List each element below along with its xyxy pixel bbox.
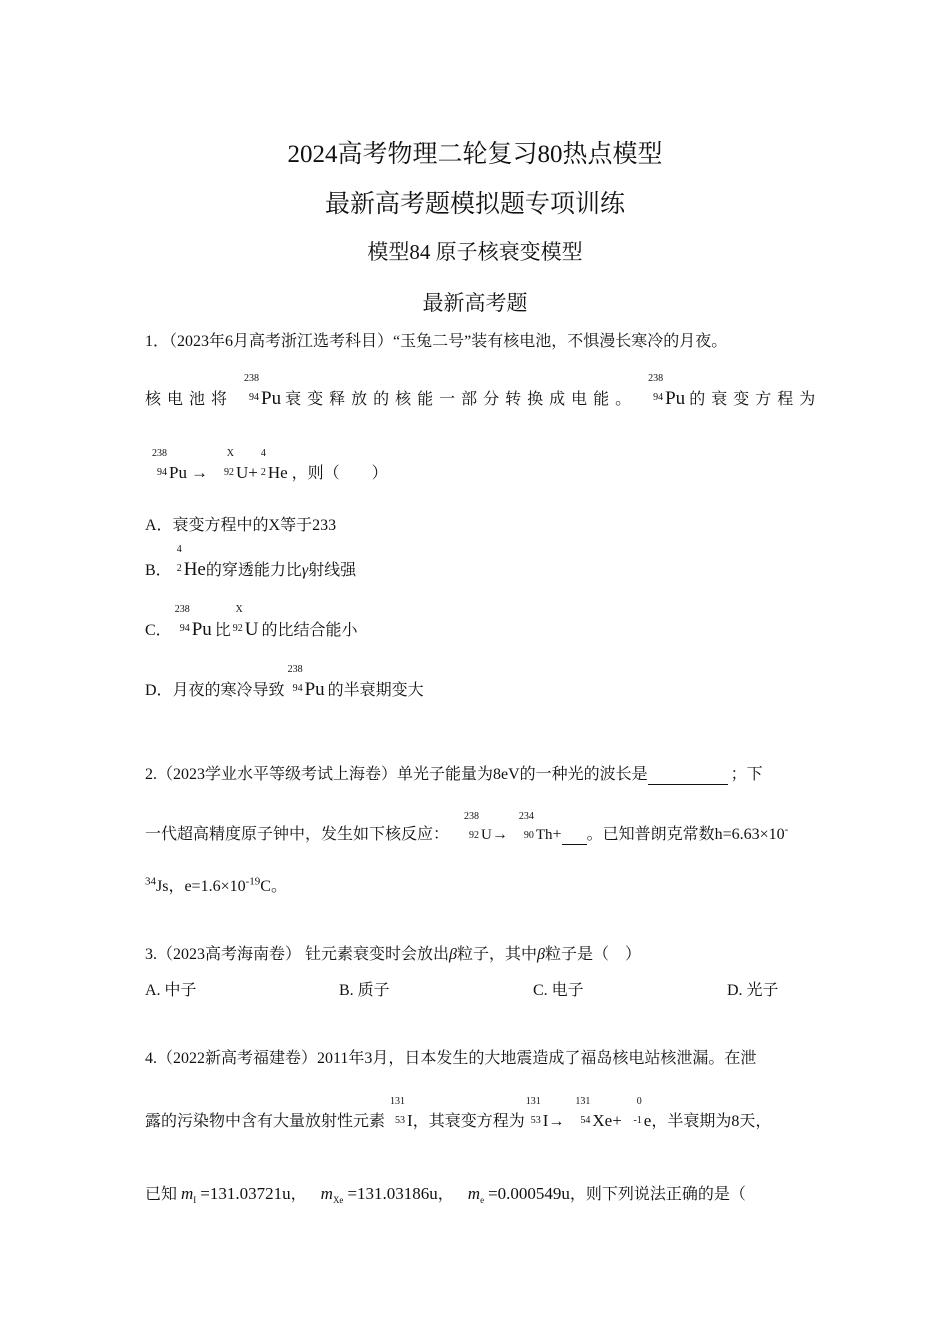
nuclide-u: X 92 U: [232, 604, 259, 640]
nuclide-th234: 234 90 Th: [518, 811, 553, 843]
q4-line1: 4.（2022新高考福建卷）2011年3月，日本发生的大地震造成了福岛核电站核泄漏。在泄: [145, 1050, 757, 1067]
nuclide-he4: 4 2 He: [176, 544, 206, 580]
q3-option-a[interactable]: A. 中子: [145, 982, 197, 999]
answer-blank[interactable]: [562, 826, 587, 845]
q3-option-d[interactable]: D. 光子: [727, 982, 779, 999]
answer-blank[interactable]: [648, 766, 728, 785]
nuclide-i131: 131 53 I: [390, 1096, 413, 1130]
q3-option-b[interactable]: B. 质子: [339, 982, 390, 999]
nuclide-pu238: 238 94 Pu: [287, 664, 325, 700]
nuclide-u: X 92 U: [223, 448, 249, 482]
q1-option-b[interactable]: B． 4 2 He的穿透能力比γ射线强: [145, 544, 357, 580]
q4-line3: 已知 $m_I =131.03721u$， $m_{Xe} =131.03186u$， $m_e =0.000549u$，则下列说法正确的是（: [145, 1184, 746, 1206]
nuclide-pu238: 238 94 Pu: [648, 373, 686, 409]
gamma-symbol: γ: [301, 562, 309, 579]
q2-line1: 2.（2023学业水平等级考试上海卷）单光子能量为8eV的一种光的波长是 ；下: [145, 766, 763, 783]
beta-symbol: β: [537, 946, 545, 963]
q1-line2: 核电池将 238 94 Pu 衰变释放的核能一部分转换成电能。 238 94 Pu 的衰变方程为: [145, 373, 822, 409]
nuclide-i131: 131 53 I: [525, 1096, 549, 1130]
model-title: 模型84 原子核衰变模型: [367, 240, 583, 264]
q3-stem: 3.（2023高考海南卷） 钍元素衰变时会放出β粒子，其中β粒子是（ ）: [145, 946, 641, 963]
document-title: 2024高考物理二轮复习80热点模型: [287, 141, 663, 168]
document-subtitle: 最新高考题模拟题专项训练: [324, 191, 625, 218]
q4-line2: 露的污染物中含有大量放射性元素 131 53 I，其衰变方程为 131 53 I→ 131 54 Xe+ 0 -1 e，半衰期为8天，: [145, 1096, 772, 1130]
nuclide-he4: 4 2 He: [260, 448, 288, 482]
q1-decay-equation: 238 94 Pu → X 92 U+ 4 2 He ，则（ ）: [145, 460, 388, 483]
nuclide-pu238: 238 94 Pu: [244, 373, 282, 409]
q1-intro: 1．（2023年6月高考浙江选考科目）“玉兔二号”装有核电池，不惧漫长寒冷的月夜。: [145, 333, 728, 350]
section-title: 最新高考题: [422, 291, 528, 315]
q2-line3: $^{34}$Js，$e=1.6\times 10^{-19}C$。: [145, 875, 287, 895]
q3-option-c[interactable]: C. 电子: [533, 982, 584, 999]
nuclide-pu238: 238 94 Pu: [152, 448, 187, 482]
q2-line2: 一代超高精度原子钟中，发生如下核反应： 238 92 U→ 234 90 Th+ 。已知普朗克常数h=6.63×10-: [145, 811, 789, 843]
q1-option-a[interactable]: A．衰变方程中的X等于233: [145, 517, 337, 534]
q1-option-d[interactable]: D．月夜的寒冷导致 238 94 Pu 的半衰期变大: [145, 664, 424, 700]
nuclide-pu238: 238 94 Pu: [174, 604, 212, 640]
beta-symbol: β: [449, 946, 457, 963]
nuclide-xe131: 131 54 Xe: [575, 1096, 613, 1130]
nuclide-u238: 238 92 U: [464, 811, 492, 843]
electron: 0 -1 e: [633, 1096, 652, 1130]
q1-option-c[interactable]: C． 238 94 Pu 比 X 92 U 的比结合能小: [145, 604, 358, 640]
